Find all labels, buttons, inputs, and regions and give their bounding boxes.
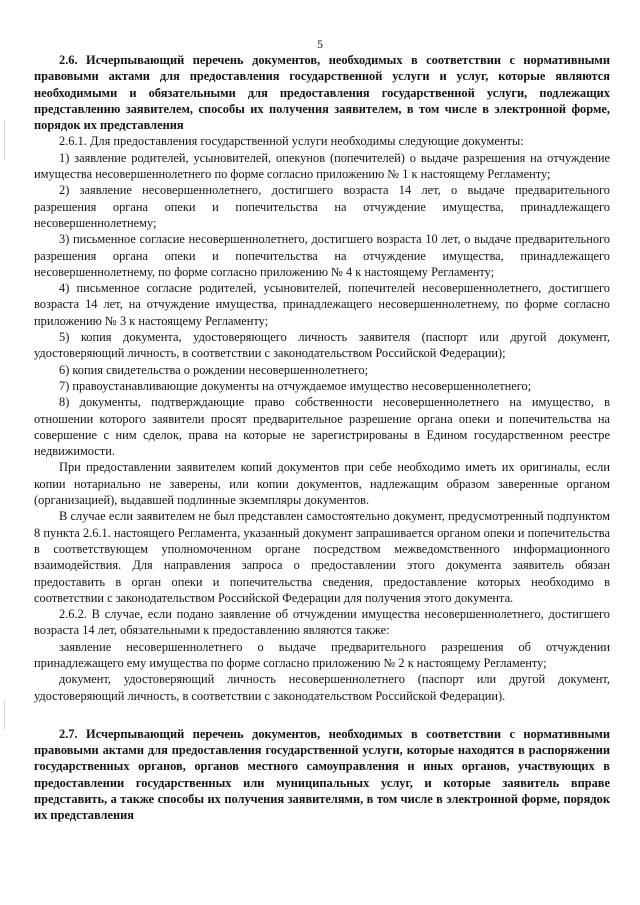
section-heading-2-6: 2.6. Исчерпывающий перечень документов, необходимых в соответствии с нормативными правовыми актами для предоставления государственной услуги и услуг, которые являются необходимыми и обязательными для предоставления государственной услуги, подлежащих представлению заявителем, способы их получения заявителем, в том числе в электронной форме, порядок их представления [34,53,610,133]
list-item-3: 3) письменное согласие несовершеннолетнего, достигшего возраста 10 лет, о выдаче предварительного разрешения органа опеки и попечительства на отчуждение имущества, принадлежащего несовершеннолетнему, по форме согласно приложению № 4 к настоящему Регламенту; [34,232,610,279]
scan-edge-mark [4,120,5,160]
paragraph-interagency: В случае если заявителем не был представлен самостоятельно документ, предусмотренный подпунктом 8 пункта 2.6.1. настоящего Регламента, указанный документ запрашивается органом опеки и попечительства в соответствующем уполномоченном органе посредством межведомственного информационного взаимодействия. Для направления запроса о предоставлении этого документа заявитель обязан предоставить в орган опеки и попечительства сведения, предоставление которых необходимо в соответствии с законодательством Российской Федерации для получения этого документа. [34,509,610,605]
scan-edge-mark [4,700,5,730]
section-heading-2-7: 2.7. Исчерпывающий перечень документов, необходимых в соответствии с нормативными правовыми актами для предоставления государственной услуги, которые находятся в распоряжении государственных органов, органов местного самоуправления и иных органов, участвующих в предоставлении государственных или муниципальных услуг, и которые заявитель вправе представить, а также способы их получения заявителями, в том числе в электронной форме, порядок их представления [34,726,610,823]
list-item-6: 6) копия свидетельства о рождении несовершеннолетнего; [59,362,369,377]
paragraph-2-6-2-application: заявление несовершеннолетнего о выдаче предварительного разрешения об отчуждении принадлежащего ему имущества по форме согласно приложению № 2 к настоящему Регламенту; [34,639,610,670]
list-item-7: 7) правоустанавливающие документы на отчуждаемое имущество несовершеннолетнего; [59,378,532,393]
document-body [34,52,610,824]
page-number: 5 [317,37,323,51]
list-item-1: 1) заявление родителей, усыновителей, опекунов (попечителей) о выдаче разрешения на отчуждение имущества несовершеннолетнего по форме согласно приложению № 1 к настоящему Регламенту; [34,150,610,182]
list-item-5: 5) копия документа, удостоверяющего личность заявителя (паспорт или другой документ, удостоверяющий личность, в соответствии с законодательством Российской Федерации); [34,330,610,361]
paragraph-2-6-2-identity-document: документ, удостоверяющий личность несовершеннолетнего (паспорт или другой документ, удостоверяющий личность, в соответствии с законодательством Российской Федерации). [34,672,610,703]
list-item-2: 2) заявление несовершеннолетнего, достигшего возраста 14 лет, о выдаче предварительного разрешения органа опеки и попечительства на отчуждение имущества, принадлежащего несовершеннолетнему; [34,183,610,230]
list-item-8: 8) документы, подтверждающие право собственности несовершеннолетнего на имущество, в отношении которого заявители просят предварительное разрешение органа опеки и попечительства на совершение с ним сделок, права на которые не зарегистрированы в Едином государственном реестре недвижимости. [34,395,610,459]
paragraph-2-6-2: 2.6.2. В случае, если подано заявление об отчуждении имущества несовершеннолетнего, достигшего возраста 14 лет, обязательными к предоставлению являются также: [34,607,610,638]
list-item-4: 4) письменное согласие родителей, усыновителей, попечителей несовершеннолетнего, достигшего возраста 14 лет, на отчуждение имущества, принадлежащего несовершеннолетнему, по форме согласно приложению № 3 к настоящему Регламенту; [34,281,610,328]
paragraph-copies: При предоставлении заявителем копий документов при себе необходимо иметь их оригиналы, если копии нотариально не заверены, или копии документов, надлежащим образом заверенные органом (организацией), выдавшей подлинные экземпляры документов. [34,460,610,508]
paragraph-2-6-1: 2.6.1. Для предоставления государственной услуги необходимы следующие документы: [59,134,524,149]
